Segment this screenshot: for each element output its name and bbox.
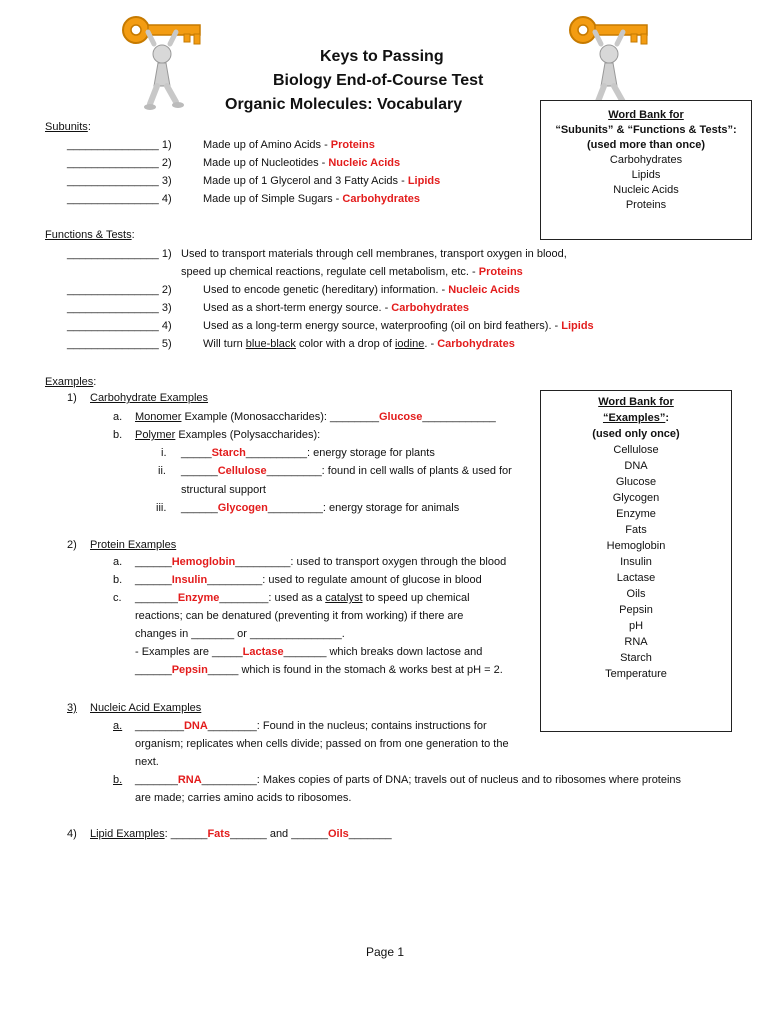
page-subtitle: Biology End-of-Course Test [273, 72, 484, 89]
answer-text: Carbohydrates [437, 338, 515, 350]
answer-text: Lipids [407, 175, 441, 187]
subunit-text: Made up of 1 Glycerol and 3 Fatty Acids - Lipids [203, 175, 441, 187]
word-bank-title: Word Bank for [608, 109, 684, 121]
answer-text: Glucose [378, 411, 423, 423]
example-line: ________DNA________: Found in the nucleus; contains instructions for [135, 720, 487, 732]
example-line: _______Enzyme________: used as a catalyst to speed up chemical [135, 592, 470, 604]
section-title: Organic Molecules: Vocabulary [225, 96, 463, 113]
nucleic-acid-examples-heading: Nucleic Acid Examples [90, 702, 202, 714]
example-line: are made; carries amino acids to ribosomes. [135, 792, 352, 804]
key-figure-icon [565, 10, 657, 114]
function-text: Used as a long-term energy source, waterproofing (oil on bird feathers). - Lipids [203, 320, 594, 332]
subunit-text: Made up of Amino Acids - Proteins [203, 139, 375, 151]
example-line: ______Pepsin_____ which is found in the stomach & works best at pH = 2. [135, 664, 503, 676]
answer-text: Proteins [330, 139, 375, 151]
subunit-blank: _______________ 1) [67, 139, 172, 151]
example-line: _____Starch__________: energy storage for plants [181, 447, 435, 459]
lipid-examples-heading: Lipid Examples [90, 828, 165, 840]
page-title: Keys to Passing [320, 48, 444, 65]
word-bank-item: Oils [626, 588, 646, 600]
answer-text: Carbohydrates [342, 193, 421, 205]
example-line: Lipid Examples: ______Fats______ and ______Oils_______ [90, 828, 392, 840]
subunit-blank: _______________ 2) [67, 157, 172, 169]
example-line: Monomer Example (Monosaccharides): ________Glucose____________ [135, 411, 496, 423]
word-bank-subunits [540, 100, 752, 240]
answer-text: DNA [183, 720, 208, 732]
list-label: b. [113, 574, 123, 586]
answer-text: Hemoglobin [171, 556, 236, 568]
word-bank-item: RNA [624, 636, 648, 648]
answer-text: Carbohydrates [391, 302, 469, 314]
word-bank-item: Carbohydrates [609, 154, 683, 166]
list-number: 3) [67, 702, 77, 714]
list-label: i. [161, 447, 167, 459]
carbohydrate-examples-heading: Carbohydrate Examples [90, 392, 209, 404]
word-bank-item: Cellulose [613, 444, 659, 456]
subunit-text: Made up of Nucleotides - Nucleic Acids [203, 157, 401, 169]
word-bank-item: Glucose [615, 476, 657, 488]
word-bank-title: Word Bank for [598, 396, 674, 408]
word-bank-item: Fats [625, 524, 647, 536]
word-bank-examples: Word Bank for “Examples”: (used only once) Cellulose DNA Glucose Glycogen Enzyme Fats Hemoglobin Insulin Lactase Oils Pepsin pH RNA Starch Temperature [540, 390, 732, 732]
example-line: structural support [181, 484, 266, 496]
answer-text: Lactase [242, 646, 284, 658]
example-line: - Examples are _____Lactase_______ which breaks down lactose and [135, 646, 483, 658]
subunits-heading: Subunits: [45, 121, 91, 133]
function-text: Will turn blue-black color with a drop of iodine. - Carbohydrates [203, 338, 515, 350]
word-bank-item: Temperature [605, 668, 667, 680]
word-bank-item: Lipids [631, 169, 661, 181]
answer-text: Enzyme [177, 592, 220, 604]
answer-text: Starch [211, 447, 246, 459]
example-line: next. [135, 756, 159, 768]
word-bank-title: “Subunits” & “Functions & Tests”: [555, 124, 737, 136]
example-line: reactions; can be denatured (preventing it from working) if there are [135, 610, 464, 622]
page-number: Page 1 [366, 945, 405, 959]
function-text: Used to transport materials through cell membranes, transport oxygen in blood, [181, 248, 567, 260]
example-line: changes in _______ or _______________. [135, 628, 345, 640]
word-bank-item: Pepsin [619, 604, 653, 616]
subunit-blank: _______________ 3) [67, 175, 172, 187]
word-bank-item: Nucleic Acids [613, 184, 679, 196]
answer-text: Insulin [171, 574, 208, 586]
answer-text: Fats [207, 828, 231, 840]
answer-text: Pepsin [171, 664, 208, 676]
function-blank: _______________ 3) [67, 302, 172, 314]
subunit-text: Made up of Simple Sugars - Carbohydrates [203, 193, 421, 205]
word-bank-item: Enzyme [616, 508, 656, 520]
function-text: speed up chemical reactions, regulate cell metabolism, etc. - Proteins [181, 266, 523, 278]
function-text: Used as a short-term energy source. - Carbohydrates [203, 302, 469, 314]
examples-heading: Examples: [45, 376, 97, 388]
answer-text: Nucleic Acids [328, 157, 401, 169]
list-label: ii. [158, 465, 166, 477]
protein-examples-heading: Protein Examples [90, 539, 177, 551]
example-line: ______Cellulose_________: found in cell walls of plants & used for [181, 465, 512, 477]
list-number: 1) [67, 392, 77, 404]
list-label: b. [113, 774, 123, 786]
list-label: iii. [156, 502, 167, 514]
function-text: Used to encode genetic (hereditary) information. - Nucleic Acids [203, 284, 520, 296]
list-label: a. [113, 720, 123, 732]
answer-text: Cellulose [217, 465, 267, 477]
word-bank-note: (used only once) [592, 428, 680, 440]
word-bank-item: DNA [624, 460, 648, 472]
function-blank: _______________ 2) [67, 284, 172, 296]
answer-text: Proteins [478, 266, 523, 278]
list-label: a. [113, 411, 123, 423]
word-bank-item: Insulin [620, 556, 652, 568]
list-number: 2) [67, 539, 77, 551]
example-line: ______Glycogen_________: energy storage for animals [181, 502, 460, 514]
word-bank-item: Proteins [625, 199, 667, 211]
key-figure-icon [118, 10, 210, 114]
function-blank: _______________ 4) [67, 320, 172, 332]
word-bank-note: (used more than once) [587, 139, 705, 151]
answer-text: Lipids [561, 320, 594, 332]
word-bank-item: Lactase [616, 572, 656, 584]
word-bank-item: Hemoglobin [606, 540, 666, 552]
example-line: ______Hemoglobin_________: used to transport oxygen through the blood [135, 556, 507, 568]
function-blank: _______________ 1) [67, 248, 172, 260]
answer-text: RNA [177, 774, 202, 786]
word-bank-item: Glycogen [612, 492, 660, 504]
list-label: b. [113, 429, 123, 441]
example-line: organism; replicates when cells divide; passed on from one generation to the [135, 738, 509, 750]
example-line: ______Insulin_________: used to regulate amount of glucose in blood [135, 574, 482, 586]
list-label: c. [113, 592, 122, 604]
word-bank-item: pH [628, 620, 644, 632]
word-bank-item: Starch [620, 652, 652, 664]
answer-text: Glycogen [217, 502, 268, 514]
function-blank: _______________ 5) [67, 338, 172, 350]
subunit-blank: _______________ 4) [67, 193, 172, 205]
example-line: Polymer Examples (Polysaccharides): [135, 429, 321, 441]
list-label: a. [113, 556, 123, 568]
example-line: _______RNA_________: Makes copies of parts of DNA; travels out of nucleus and to ribosomes where proteins [135, 774, 682, 786]
functions-heading: Functions & Tests: [45, 229, 135, 241]
word-bank-title: “Examples” [602, 412, 666, 424]
answer-text: Nucleic Acids [448, 284, 520, 296]
answer-text: Oils [327, 828, 349, 840]
list-number: 4) [67, 828, 77, 840]
